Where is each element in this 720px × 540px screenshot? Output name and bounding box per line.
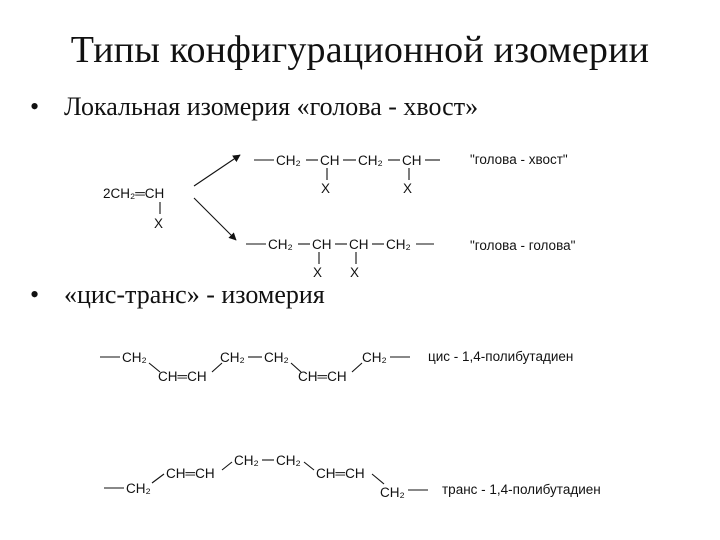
cis-ch2: CH₂ — [220, 350, 245, 365]
chain-unit: CH₂ — [276, 153, 301, 168]
chain-unit: CH₂ — [386, 237, 411, 252]
chain-bond — [222, 462, 232, 470]
cis-chch: CH═CH — [298, 369, 347, 384]
trans-ch2: CH₂ — [380, 485, 405, 500]
monomer-formula: 2CH₂═CH — [103, 186, 165, 201]
slide-title: Типы конфигурационной изомерии — [70, 29, 650, 71]
bullet-marker: • — [30, 92, 40, 121]
substituent: X — [321, 181, 331, 196]
chain-unit: CH — [312, 237, 332, 252]
chain-unit: CH — [320, 153, 340, 168]
trans-chch: CH═CH — [166, 466, 215, 481]
trans-ch2: CH₂ — [126, 481, 151, 496]
head-head-label: "голова - голова" — [470, 238, 576, 253]
chain-unit: CH₂ — [268, 237, 293, 252]
cis-label: цис - 1,4-полибутадиен — [428, 349, 574, 364]
bullet-text: Локальная изомерия «голова - хвост» — [64, 92, 479, 121]
trans-chain — [104, 453, 428, 500]
head-tail-label: "голова - хвост" — [470, 152, 568, 167]
monomer-substituent: X — [154, 216, 164, 231]
chain-bond — [152, 474, 164, 483]
substituent: X — [403, 181, 413, 196]
trans-ch2: CH₂ — [234, 453, 259, 468]
cis-chch: CH═CH — [158, 369, 207, 384]
chain-unit: CH — [402, 153, 422, 168]
chain-unit: CH₂ — [358, 153, 383, 168]
cis-chain — [100, 350, 410, 384]
head-tail-chain — [254, 153, 440, 196]
chain-unit: CH — [349, 237, 369, 252]
chain-bond — [372, 474, 384, 484]
chain-bond — [304, 462, 314, 470]
bullet-text: «цис-транс» - изомерия — [64, 280, 325, 309]
monomer — [103, 186, 164, 231]
bullet-marker: • — [30, 280, 40, 309]
cis-ch2: CH₂ — [362, 350, 387, 365]
head-head-chain — [246, 237, 434, 280]
trans-chch: CH═CH — [316, 466, 365, 481]
arrow-to-head-head — [194, 198, 236, 240]
substituent: X — [313, 265, 323, 280]
trans-ch2: CH₂ — [276, 453, 301, 468]
chain-bond — [352, 363, 362, 372]
cis-ch2: CH₂ — [264, 350, 289, 365]
cis-ch2: CH₂ — [122, 350, 147, 365]
substituent: X — [350, 265, 360, 280]
trans-label: транс - 1,4-полибутадиен — [442, 482, 601, 497]
arrow-to-head-tail — [194, 155, 240, 186]
